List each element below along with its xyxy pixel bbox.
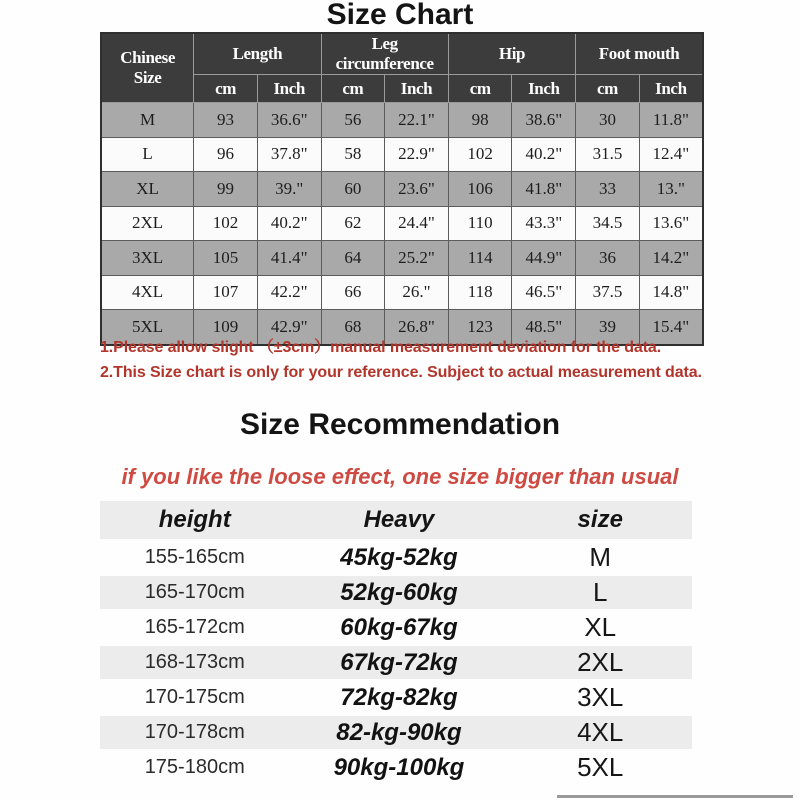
measurement-value-cell: 46.5" [512, 275, 576, 310]
size-label-cell: M [101, 103, 194, 138]
measurement-value-cell: 96 [194, 137, 258, 172]
recommendation-header-row [100, 501, 692, 539]
measurement-value-cell: 110 [448, 206, 512, 241]
measurement-value-cell: 22.9" [385, 137, 449, 172]
measurement-value-cell: 58 [321, 137, 385, 172]
measurement-value-cell: 41.8" [512, 172, 576, 207]
header-foot-mouth: Foot mouth [576, 33, 703, 75]
measurement-value-cell: 118 [448, 275, 512, 310]
unit-inch: Inch [385, 75, 449, 103]
measurement-value-cell: 39 [576, 310, 640, 345]
measurement-value-cell: 36 [576, 241, 640, 276]
size-chart-row-XL [101, 172, 703, 207]
header-leg-circumference: Leg circumference [321, 33, 448, 75]
size-chart-row-2XL [101, 206, 703, 241]
measurement-value-cell: 62 [321, 206, 385, 241]
measurement-value-cell: 107 [194, 275, 258, 310]
measurement-value-cell: 34.5 [576, 206, 640, 241]
unit-inch: Inch [257, 75, 321, 103]
size-chart-table [100, 32, 704, 346]
size-label-cell: 3XL [101, 241, 194, 276]
height-range-cell: 165-170cm [100, 576, 289, 609]
measurement-value-cell: 123 [448, 310, 512, 345]
size-label-cell: 5XL [101, 310, 194, 345]
cropped-next-section-border [557, 795, 793, 798]
unit-cm: cm [448, 75, 512, 103]
recommendation-header [100, 501, 692, 539]
measurement-value-cell: 114 [448, 241, 512, 276]
header-hip: Hip [448, 33, 575, 75]
recommendation-row-4XL [100, 716, 692, 749]
recommended-size-cell: 2XL [508, 646, 692, 679]
header-chinese-line: Chinese [120, 48, 176, 67]
loose-effect-note: if you like the loose effect, one size bigger than usual [121, 464, 679, 489]
header-size: size [508, 501, 692, 539]
recommended-size-cell: 3XL [508, 681, 692, 714]
recommendation-row-M [100, 541, 692, 574]
measurement-value-cell: 105 [194, 241, 258, 276]
measurement-notes [100, 334, 740, 389]
unit-inch: Inch [512, 75, 576, 103]
size-chart-title: Size Chart [326, 0, 474, 31]
header-length: Length [194, 33, 321, 75]
measurement-value-cell: 38.6" [512, 103, 576, 138]
recommendation-row-3XL [100, 681, 692, 714]
measurement-value-cell: 106 [448, 172, 512, 207]
weight-range-cell: 82-kg-90kg [289, 716, 508, 749]
weight-range-cell: 90kg-100kg [289, 751, 508, 784]
measurement-value-cell: 98 [448, 103, 512, 138]
height-range-cell: 170-178cm [100, 716, 289, 749]
measurement-value-cell: 40.2" [257, 206, 321, 241]
measurement-value-cell: 31.5 [576, 137, 640, 172]
size-label-cell: 2XL [101, 206, 194, 241]
unit-cm: cm [194, 75, 258, 103]
measurement-value-cell: 93 [194, 103, 258, 138]
size-chart-header [101, 33, 703, 103]
size-recommendation-table [100, 499, 692, 786]
unit-cm: cm [321, 75, 385, 103]
size-chart-row-M [101, 103, 703, 138]
size-chart-row-3XL [101, 241, 703, 276]
height-range-cell: 168-173cm [100, 646, 289, 679]
height-range-cell: 155-165cm [100, 541, 289, 574]
measurement-value-cell: 39." [257, 172, 321, 207]
measurement-value-cell: 25.2" [385, 241, 449, 276]
measurement-value-cell: 37.5 [576, 275, 640, 310]
weight-range-cell: 52kg-60kg [289, 576, 508, 609]
measurement-value-cell: 26." [385, 275, 449, 310]
measurement-value-cell: 68 [321, 310, 385, 345]
size-chart-body [101, 103, 703, 345]
measurement-value-cell: 56 [321, 103, 385, 138]
measurement-value-cell: 40.2" [512, 137, 576, 172]
recommended-size-cell: 5XL [508, 751, 692, 784]
size-chart-row-L [101, 137, 703, 172]
size-label-cell: XL [101, 172, 194, 207]
measurement-value-cell: 12.4" [639, 137, 703, 172]
header-chinese-size [101, 33, 194, 103]
measurement-value-cell: 44.9" [512, 241, 576, 276]
measurement-value-cell: 42.9" [257, 310, 321, 345]
measurement-value-cell: 60 [321, 172, 385, 207]
measurement-value-cell: 66 [321, 275, 385, 310]
header-group-row [101, 33, 703, 75]
header-height: height [100, 501, 289, 539]
size-label-cell: 4XL [101, 275, 194, 310]
recommendation-row-L [100, 576, 692, 609]
header-heavy: Heavy [289, 501, 508, 539]
note-1: 1.Please allow slight （±3cm）manual measurement deviation for the data. [100, 339, 662, 356]
measurement-value-cell: 109 [194, 310, 258, 345]
measurement-value-cell: 13.6" [639, 206, 703, 241]
measurement-value-cell: 102 [448, 137, 512, 172]
height-range-cell: 170-175cm [100, 681, 289, 714]
unit-inch: Inch [639, 75, 703, 103]
weight-range-cell: 45kg-52kg [289, 541, 508, 574]
measurement-value-cell: 102 [194, 206, 258, 241]
measurement-value-cell: 37.8" [257, 137, 321, 172]
measurement-value-cell: 99 [194, 172, 258, 207]
measurement-value-cell: 14.2" [639, 241, 703, 276]
size-recommendation-title: Size Recommendation [239, 408, 561, 441]
measurement-value-cell: 43.3" [512, 206, 576, 241]
measurement-value-cell: 22.1" [385, 103, 449, 138]
measurement-value-cell: 48.5" [512, 310, 576, 345]
height-range-cell: 175-180cm [100, 751, 289, 784]
recommended-size-cell: L [508, 576, 692, 609]
measurement-value-cell: 64 [321, 241, 385, 276]
measurement-value-cell: 30 [576, 103, 640, 138]
measurement-value-cell: 11.8" [639, 103, 703, 138]
measurement-value-cell: 13." [639, 172, 703, 207]
weight-range-cell: 72kg-82kg [289, 681, 508, 714]
weight-range-cell: 67kg-72kg [289, 646, 508, 679]
size-chart-row-4XL [101, 275, 703, 310]
height-range-cell: 165-172cm [100, 611, 289, 644]
measurement-value-cell: 33 [576, 172, 640, 207]
unit-cm: cm [576, 75, 640, 103]
measurement-value-cell: 26.8" [385, 310, 449, 345]
measurement-value-cell: 42.2" [257, 275, 321, 310]
measurement-value-cell: 14.8" [639, 275, 703, 310]
measurement-value-cell: 36.6" [257, 103, 321, 138]
weight-range-cell: 60kg-67kg [289, 611, 508, 644]
header-size-line: Size [133, 68, 162, 87]
recommendation-row-2XL [100, 646, 692, 679]
recommendation-body [100, 541, 692, 784]
measurement-value-cell: 41.4" [257, 241, 321, 276]
measurement-value-cell: 23.6" [385, 172, 449, 207]
measurement-value-cell: 24.4" [385, 206, 449, 241]
recommended-size-cell: 4XL [508, 716, 692, 749]
size-label-cell: L [101, 137, 194, 172]
recommended-size-cell: M [508, 541, 692, 574]
recommended-size-cell: XL [508, 611, 692, 644]
note-2: 2.This Size chart is only for your reference. Subject to actual measurement data. [100, 364, 702, 381]
recommendation-row-5XL [100, 751, 692, 784]
recommendation-row-XL [100, 611, 692, 644]
measurement-value-cell: 15.4" [639, 310, 703, 345]
